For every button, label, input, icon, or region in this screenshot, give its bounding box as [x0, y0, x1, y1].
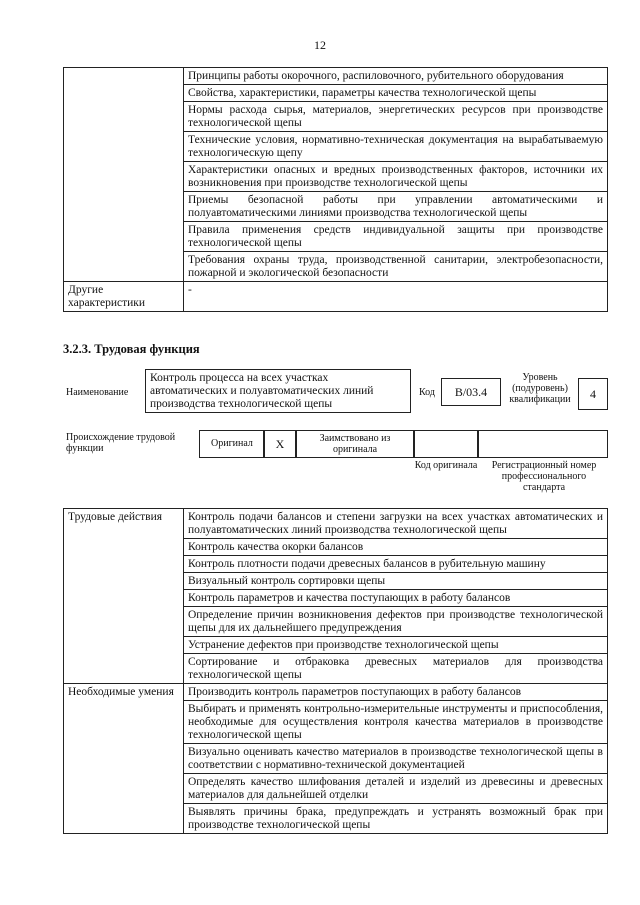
borrowed-cell: Заимствовано из оригинала: [296, 430, 414, 458]
original-cell: Оригинал: [199, 430, 264, 458]
function-name-box: Контроль процесса на всех участках автоматических и полуавтоматических линий производства технологической щепы: [145, 369, 411, 413]
actions-label: Трудовые действия: [64, 509, 184, 684]
code-value-box: В/03.4: [441, 378, 501, 406]
knowledge-item: Характеристики опасных и вредных производственных факторов, источники их возникновения при производстве технологической щепы: [184, 162, 608, 192]
knowledge-item: Свойства, характеристики, параметры качества технологической щепы: [184, 85, 608, 102]
table-row: [64, 509, 608, 539]
other-characteristics-label: Другие характеристики: [64, 282, 184, 312]
knowledge-item: Требования охраны труда, производственной санитарии, электробезопасности, пожарной и экологической безопасности: [184, 252, 608, 282]
action-item: Контроль параметров и качества поступающих в работу балансов: [184, 590, 608, 607]
skill-item: Производить контроль параметров поступающих в работу балансов: [184, 684, 608, 701]
section-title: 3.2.3. Трудовая функция: [63, 342, 200, 356]
action-item: Контроль качества окорки балансов: [184, 539, 608, 556]
original-mark-cell: X: [264, 430, 296, 458]
action-item: Устранение дефектов при производстве технологической щепы: [184, 637, 608, 654]
reg-number-cell: [478, 430, 608, 458]
skills-label: Необходимые умения: [64, 684, 184, 834]
code-label: Код: [419, 387, 435, 398]
level-value-box: 4: [578, 378, 608, 410]
skill-item: Выбирать и применять контрольно-измерительные инструменты и приспособления, необходимые для осуществления контроля качества материалов в производстве технологической щепы: [184, 701, 608, 744]
level-label: Уровень (подуровень) квалификации: [509, 372, 571, 405]
name-label: Наименование: [66, 387, 129, 398]
skill-item: Визуально оценивать качество материалов в производстве технологической щепы в соответствии с нормативно-технической документацией: [184, 744, 608, 774]
action-item: Определение причин возникновения дефектов при производстве технологической щепы для их дальнейшего предупреждения: [184, 607, 608, 637]
knowledge-item: Технические условия, нормативно-техническая документация на вырабатываемую технологическую щепу: [184, 132, 608, 162]
page-number: 12: [314, 38, 326, 52]
action-item: Контроль плотности подачи древесных балансов в рубительную машину: [184, 556, 608, 573]
other-characteristics-value: -: [184, 282, 608, 312]
action-item: Контроль подачи балансов и степени загрузки на всех участках автоматических и полуавтоматических линий производства технологической щепы: [184, 509, 608, 539]
code-original-label: Код оригинала: [414, 460, 478, 471]
skill-item: Определять качество шлифования деталей и изделий из древесины и древесных материалов для дальнейшей отделки: [184, 774, 608, 804]
knowledge-item: Нормы расхода сырья, материалов, энергетических ресурсов при производстве технологической щепы: [184, 102, 608, 132]
knowledge-item: Правила применения средств индивидуальной защиты при производстве технологической щепы: [184, 222, 608, 252]
table-row: [64, 684, 608, 701]
knowledge-item: Принципы работы окорочного, распиловочного, рубительного оборудования: [184, 68, 608, 85]
action-item: Сортирование и отбраковка древесных материалов для производства технологической щепы: [184, 654, 608, 684]
labor-function-table: [63, 508, 608, 834]
code-original-cell: [414, 430, 478, 458]
table-row: [64, 282, 608, 312]
knowledge-item: Приемы безопасной работы при управлении автоматическими и полуавтоматическими линиями производства технологической щепы: [184, 192, 608, 222]
action-item: Визуальный контроль сортировки щепы: [184, 573, 608, 590]
skill-item: Выявлять причины брака, предупреждать и устранять возможный брак при производстве технологической щепы: [184, 804, 608, 834]
reg-number-label: Регистрационный номер профессионального стандарта: [491, 460, 597, 493]
knowledge-label-cell: [64, 68, 184, 282]
knowledge-table: [63, 67, 608, 312]
table-row: [64, 68, 608, 85]
origin-label: Происхождение трудовой функции: [66, 432, 176, 454]
